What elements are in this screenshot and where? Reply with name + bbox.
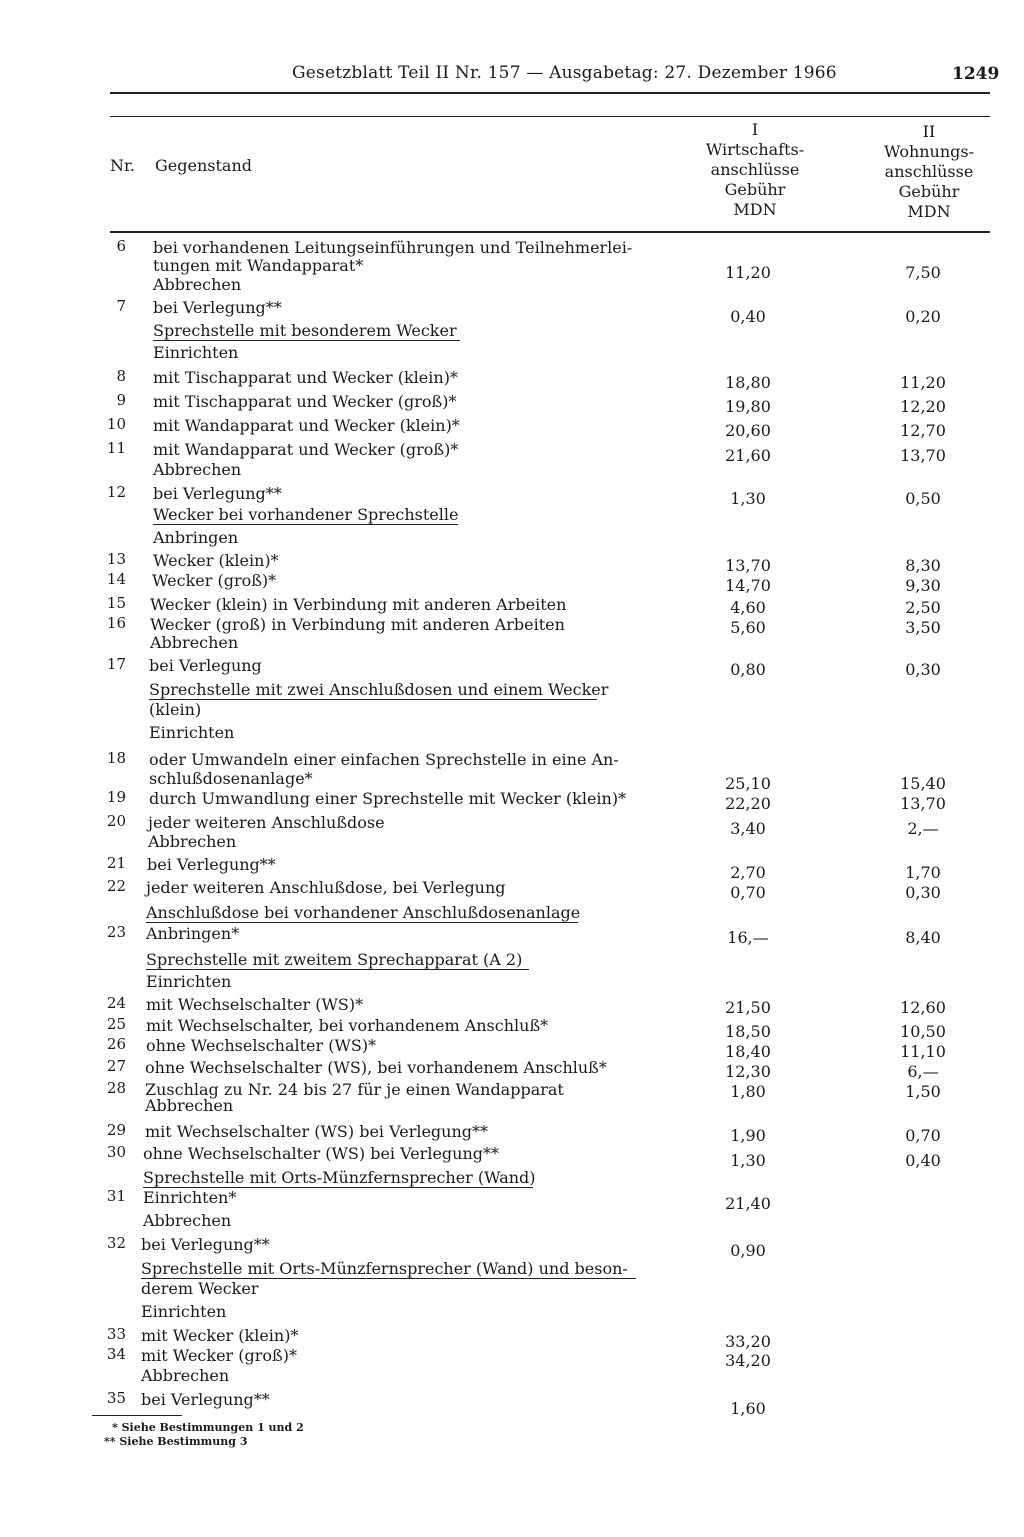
fee-wohnung: 10,50 — [900, 1022, 946, 1041]
row-number: 20 — [106, 812, 126, 830]
row-text-line: derem Wecker — [141, 1279, 259, 1298]
fee-wirtschaft: 20,60 — [725, 421, 771, 440]
row-text-line: bei vorhandenen Leitungseinführungen und Teilnehmerlei- — [153, 238, 633, 257]
fee-wirtschaft: 1,90 — [730, 1126, 766, 1145]
fee-wirtschaft: 1,30 — [730, 1151, 766, 1170]
row-text-line: jeder weiteren Anschlußdose — [148, 813, 385, 832]
fee-wohnung: 12,20 — [900, 397, 946, 416]
fee-wirtschaft: 0,70 — [730, 883, 766, 902]
row-text-line: oder Umwandeln einer einfachen Sprechstelle in eine An- — [149, 750, 619, 769]
row-text-line: Sprechstelle mit Orts-Münzfernsprecher (Wand) und beson- — [141, 1259, 628, 1278]
row-number: 11 — [106, 439, 126, 457]
section-underline — [141, 1278, 636, 1279]
row-text-line: mit Wechselschalter, bei vorhandenem Anschluß* — [146, 1016, 549, 1035]
row-text-line: mit Wandapparat und Wecker (groß)* — [153, 440, 459, 459]
row-text-line: mit Wechselschalter (WS)* — [146, 995, 364, 1014]
fee-wirtschaft: 18,80 — [725, 373, 771, 392]
row-text-line: Wecker (klein)* — [153, 551, 279, 570]
fee-wirtschaft: 22,20 — [725, 794, 771, 813]
col2-roman: II — [922, 122, 936, 141]
row-number: 14 — [106, 570, 126, 588]
fee-wirtschaft: 0,80 — [730, 660, 766, 679]
row-text-line: ohne Wechselschalter (WS), bei vorhandenem Anschluß* — [145, 1058, 607, 1077]
row-number: 28 — [106, 1079, 126, 1097]
page-number: 1249 — [952, 64, 1000, 84]
fee-wirtschaft: 19,80 — [725, 397, 771, 416]
row-text-line: Wecker (groß)* — [152, 571, 277, 590]
row-text-line: Anbringen* — [146, 924, 240, 943]
fee-wirtschaft: 0,90 — [730, 1241, 766, 1260]
row-number: 31 — [106, 1187, 126, 1205]
section-underline — [146, 969, 529, 970]
row-number: 32 — [106, 1234, 126, 1252]
section-underline — [153, 524, 458, 525]
row-text-line: Sprechstelle mit besonderem Wecker — [153, 321, 457, 340]
fee-wohnung: 11,10 — [900, 1042, 946, 1061]
footnote-rule — [92, 1415, 182, 1416]
fee-wirtschaft: 16,— — [727, 928, 769, 947]
section-underline — [146, 922, 578, 923]
fee-wirtschaft: 1,30 — [730, 489, 766, 508]
row-text-line: Wecker bei vorhandener Sprechstelle — [153, 505, 459, 524]
table-top-rule — [110, 116, 990, 117]
row-text-line: bei Verlegung** — [153, 484, 282, 503]
row-text-line: mit Wecker (klein)* — [141, 1326, 299, 1345]
row-text-line: mit Tischapparat und Wecker (klein)* — [153, 368, 458, 387]
fee-wohnung: 0,30 — [905, 883, 941, 902]
row-number: 6 — [116, 237, 126, 255]
fee-wirtschaft: 33,20 — [725, 1332, 771, 1351]
section-underline — [143, 1187, 533, 1188]
fee-wohnung: 13,70 — [900, 446, 946, 465]
row-number: 8 — [116, 367, 126, 385]
fee-wirtschaft: 11,20 — [725, 263, 771, 282]
row-number: 23 — [106, 923, 126, 941]
row-text-line: Einrichten — [153, 343, 239, 362]
row-number: 30 — [106, 1143, 126, 1161]
row-text-line: Abbrechen — [143, 1211, 232, 1230]
fee-wohnung: 12,60 — [900, 998, 946, 1017]
fee-wohnung: 8,30 — [905, 556, 941, 575]
col1-roman: I — [751, 120, 759, 139]
row-number: 17 — [106, 655, 126, 673]
fee-wohnung: 0,20 — [905, 307, 941, 326]
row-text-line: Einrichten* — [143, 1188, 237, 1207]
fee-wirtschaft: 12,30 — [725, 1062, 771, 1081]
row-number: 9 — [116, 391, 126, 409]
row-text-line: bei Verlegung — [149, 656, 262, 675]
row-text-line: Abbrechen — [145, 1096, 234, 1115]
row-number: 35 — [106, 1389, 126, 1407]
row-text-line: Abbrechen — [148, 832, 237, 851]
fee-wohnung: 11,20 — [900, 373, 946, 392]
col2-header — [864, 122, 994, 222]
fee-wirtschaft: 34,20 — [725, 1351, 771, 1370]
fee-wirtschaft: 18,40 — [725, 1042, 771, 1061]
fee-wohnung: 13,70 — [900, 794, 946, 813]
row-text-line: mit Wechselschalter (WS) bei Verlegung** — [145, 1122, 489, 1141]
row-text-line: schlußdosenanlage* — [149, 769, 313, 788]
section-underline — [149, 699, 597, 700]
row-text-line: Anbringen — [153, 528, 239, 547]
row-text-line: ohne Wechselschalter (WS)* — [146, 1036, 377, 1055]
col1-line1: Wirtschafts- — [705, 140, 805, 159]
col2-line2: anschlüsse — [884, 162, 974, 181]
row-number: 33 — [106, 1325, 126, 1343]
section-underline — [153, 340, 460, 341]
row-text-line: Zuschlag zu Nr. 24 bis 27 für je einen Wandapparat — [145, 1080, 564, 1099]
col1-header — [690, 120, 820, 220]
row-text-line: Anschlußdose bei vorhandener Anschlußdosenanlage — [146, 903, 581, 922]
row-number: 21 — [106, 854, 126, 872]
row-text-line: (klein) — [149, 700, 202, 719]
fee-wohnung: 1,70 — [905, 863, 941, 882]
row-text-line: Einrichten — [149, 723, 235, 742]
row-text-line: bei Verlegung** — [153, 298, 282, 317]
fee-wirtschaft: 1,80 — [730, 1082, 766, 1101]
row-text-line: Wecker (groß) in Verbindung mit anderen Arbeiten — [150, 615, 565, 634]
row-number: 18 — [106, 749, 126, 767]
row-text-line: bei Verlegung** — [147, 855, 276, 874]
row-text-line: Einrichten — [141, 1302, 227, 1321]
row-text-line: Sprechstelle mit Orts-Münzfernsprecher (Wand) — [143, 1168, 536, 1187]
footnote-2: ** Siehe Bestimmung 3 — [104, 1435, 248, 1448]
fee-wirtschaft: 18,50 — [725, 1022, 771, 1041]
fee-wirtschaft: 21,60 — [725, 446, 771, 465]
row-text-line: durch Umwandlung einer Sprechstelle mit Wecker (klein)* — [149, 789, 627, 808]
row-text-line: Sprechstelle mit zwei Anschlußdosen und einem Wecker — [149, 680, 609, 699]
fee-wohnung: 1,50 — [905, 1082, 941, 1101]
col-nr-header: Nr. — [110, 156, 135, 175]
row-number: 7 — [116, 297, 126, 315]
fee-wirtschaft: 4,60 — [730, 598, 766, 617]
row-text-line: mit Wecker (groß)* — [141, 1346, 297, 1365]
row-text-line: bei Verlegung** — [141, 1390, 270, 1409]
fee-wohnung: 8,40 — [905, 928, 941, 947]
row-text-line: mit Tischapparat und Wecker (groß)* — [153, 392, 457, 411]
fee-wohnung: 3,50 — [905, 618, 941, 637]
fee-wohnung: 0,30 — [905, 660, 941, 679]
fee-wohnung: 0,40 — [905, 1151, 941, 1170]
row-number: 15 — [106, 594, 126, 612]
row-number: 13 — [106, 550, 126, 568]
fee-wirtschaft: 3,40 — [730, 819, 766, 838]
fee-wirtschaft: 2,70 — [730, 863, 766, 882]
row-text-line: mit Wandapparat und Wecker (klein)* — [153, 416, 460, 435]
fee-wirtschaft: 25,10 — [725, 774, 771, 793]
fee-wirtschaft: 14,70 — [725, 576, 771, 595]
col2-line3: Gebühr — [898, 182, 960, 201]
row-number: 12 — [106, 483, 126, 501]
fee-wohnung: 12,70 — [900, 421, 946, 440]
row-text-line: Abbrechen — [150, 633, 239, 652]
row-text-line: Einrichten — [146, 972, 232, 991]
col2-line4: MDN — [907, 202, 951, 221]
header-rule — [110, 92, 990, 94]
row-text-line: Abbrechen — [153, 460, 242, 479]
row-number: 24 — [106, 994, 126, 1012]
fee-wirtschaft: 21,40 — [725, 1194, 771, 1213]
table-header-rule — [110, 231, 990, 233]
row-number: 10 — [106, 415, 126, 433]
row-number: 22 — [106, 877, 126, 895]
row-number: 27 — [106, 1057, 126, 1075]
fee-wohnung: 9,30 — [905, 576, 941, 595]
row-number: 19 — [106, 788, 126, 806]
row-text-line: tungen mit Wandapparat* — [153, 256, 364, 275]
fee-wirtschaft: 21,50 — [725, 998, 771, 1017]
row-text-line: bei Verlegung** — [141, 1235, 270, 1254]
fee-wohnung: 6,— — [907, 1062, 939, 1081]
fee-wohnung: 7,50 — [905, 263, 941, 282]
row-number: 29 — [106, 1121, 126, 1139]
row-text-line: Abbrechen — [141, 1366, 230, 1385]
col1-line4: MDN — [733, 200, 777, 219]
col-subject-header: Gegenstand — [155, 156, 252, 175]
row-number: 16 — [106, 614, 126, 632]
row-text-line: Abbrechen — [153, 275, 242, 294]
fee-wohnung: 15,40 — [900, 774, 946, 793]
fee-wohnung: 0,70 — [905, 1126, 941, 1145]
row-number: 34 — [106, 1345, 126, 1363]
fee-wirtschaft: 13,70 — [725, 556, 771, 575]
row-number: 26 — [106, 1035, 126, 1053]
fee-wohnung: 2,50 — [905, 598, 941, 617]
fee-wirtschaft: 0,40 — [730, 307, 766, 326]
col2-line1: Wohnungs- — [883, 142, 975, 161]
col1-line2: anschlüsse — [710, 160, 800, 179]
row-text-line: jeder weiteren Anschlußdose, bei Verlegung — [146, 878, 506, 897]
col1-line3: Gebühr — [724, 180, 786, 199]
footnote-1: * Siehe Bestimmungen 1 und 2 — [112, 1421, 304, 1434]
fee-wohnung: 0,50 — [905, 489, 941, 508]
fee-wirtschaft: 5,60 — [730, 618, 766, 637]
row-text-line: Wecker (klein) in Verbindung mit anderen Arbeiten — [150, 595, 567, 614]
row-text-line: Sprechstelle mit zweitem Sprechapparat (A 2) — [146, 950, 523, 969]
fee-wirtschaft: 1,60 — [730, 1399, 766, 1418]
row-text-line: ohne Wechselschalter (WS) bei Verlegung** — [143, 1144, 500, 1163]
fee-wohnung: 2,— — [907, 819, 939, 838]
row-number: 25 — [106, 1015, 126, 1033]
running-title: Gesetzblatt Teil II Nr. 157 — Ausgabetag: 27. Dezember 1966 — [292, 63, 837, 83]
